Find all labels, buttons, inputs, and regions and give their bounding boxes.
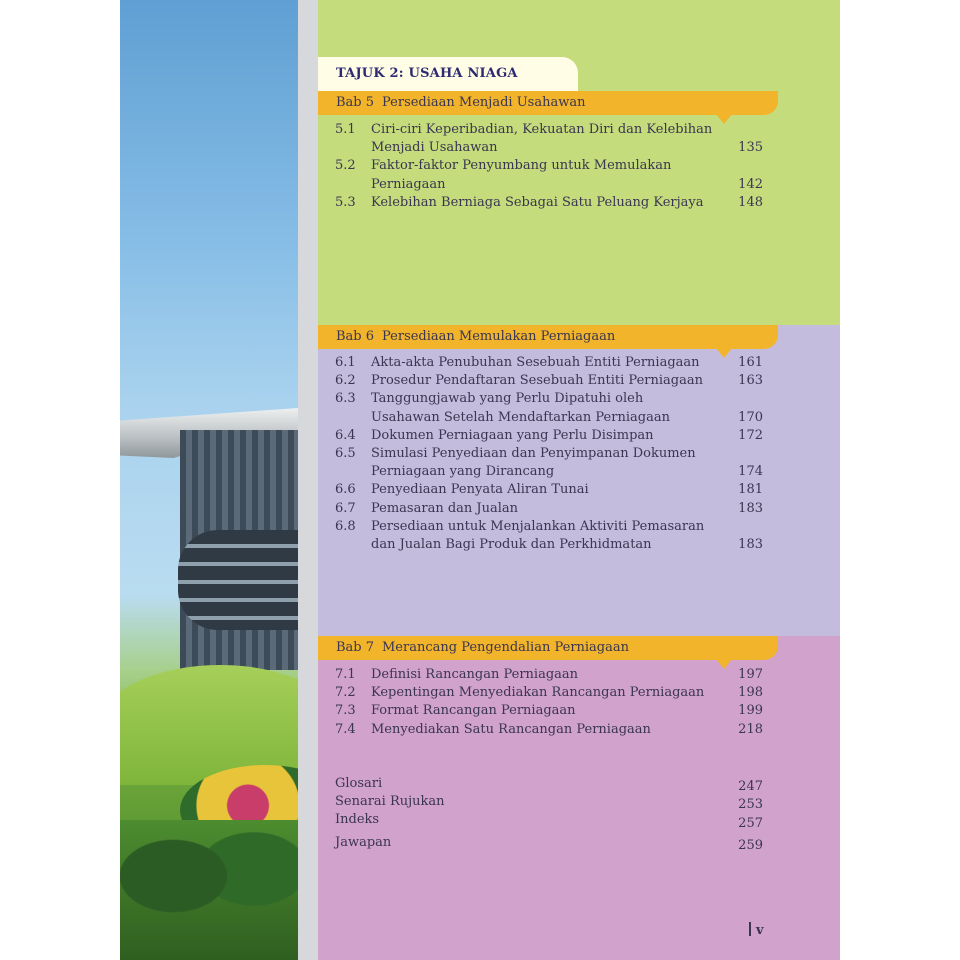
toc-title: Definisi Rancangan Perniagaan [371, 667, 579, 682]
toc-title: Ciri-ciri Keperibadian, Kekuatan Diri dan Kelebihan Menjadi Usahawan [371, 122, 713, 156]
toc-page: 181 [738, 482, 763, 498]
toc-page: 183 [738, 500, 763, 516]
toc-page: 148 [738, 194, 763, 210]
toc-entry[interactable] [335, 157, 765, 193]
toc-page: 170 [738, 409, 763, 425]
toc-title: Faktor-faktor Penyumbang untuk Memulakan Perniagaan [371, 158, 672, 192]
chapter-number: Bab 7 [336, 640, 375, 655]
toc-page: 198 [738, 685, 763, 701]
toc-entry[interactable] [335, 518, 765, 554]
toc-title: Prosedur Pendaftaran Sesebuah Entiti Perniagaan [371, 373, 703, 389]
toc-title: Simulasi Penyediaan dan Penyimpanan Dokumen Perniagaan yang Dirancang [371, 446, 696, 480]
toc-entry[interactable] [335, 427, 765, 445]
topic-heading: TAJUK 2: USAHA NIAGA [318, 57, 578, 91]
toc-page: 161 [738, 355, 763, 370]
toc-entry[interactable] [335, 445, 765, 481]
chapter-header-5 [318, 91, 778, 115]
toc-number: 6.4 [335, 427, 356, 443]
toc-number: 6.5 [335, 446, 356, 462]
palm-trees [120, 820, 298, 960]
toc-title: Glosari [335, 776, 383, 791]
toc-number: 6.8 [335, 518, 356, 534]
page-gutter [298, 0, 318, 960]
chapter-number: Bab 5 [336, 95, 375, 110]
toc-title: Menyediakan Satu Rancangan Perniagaan [371, 721, 651, 737]
toc-number: 6.1 [335, 355, 356, 370]
toc-page: 172 [738, 427, 763, 443]
chapter-title: Persediaan Menjadi Usahawan [382, 95, 586, 110]
chapter-header-7 [318, 636, 778, 660]
toc-number: 6.7 [335, 500, 356, 516]
toc-list-bab-6 [335, 354, 765, 554]
toc-list-bab-7 [335, 666, 765, 739]
toc-title: Kelebihan Berniaga Sebagai Satu Peluang Kerjaya [371, 194, 704, 210]
toc-entry[interactable] [335, 684, 765, 702]
toc-entry[interactable] [335, 500, 765, 518]
toc-page: 163 [738, 373, 763, 389]
toc-page: 247 [738, 779, 763, 795]
toc-page: 253 [738, 797, 763, 813]
toc-entry[interactable] [335, 121, 765, 157]
toc-entry[interactable] [335, 481, 765, 499]
toc-number: 6.3 [335, 391, 356, 407]
toc-entry[interactable] [335, 666, 765, 684]
toc-page: 183 [738, 537, 763, 553]
toc-page: 257 [738, 815, 763, 831]
toc-title: Persediaan untuk Menjalankan Aktiviti Pemasaran dan Jualan Bagi Produk dan Perkhidmatan [371, 518, 705, 553]
toc-number: 7.4 [335, 721, 356, 737]
toc-number: 5.3 [335, 194, 356, 210]
toc-title: Jawapan [335, 834, 392, 850]
chapter-title: Persediaan Memulakan Perniagaan [382, 329, 616, 344]
page-number-text: v [756, 923, 764, 938]
chapter-number: Bab 6 [336, 329, 375, 344]
toc-number: 6.6 [335, 482, 356, 498]
toc-number: 5.1 [335, 122, 356, 137]
toc-entry[interactable] [335, 194, 765, 212]
back-matter-list [335, 776, 765, 853]
toc-title: Senarai Rujukan [335, 794, 445, 810]
chapter-header-6 [318, 325, 778, 349]
toc-number: 7.2 [335, 685, 356, 701]
back-matter-entry[interactable] [335, 776, 765, 794]
toc-page: 135 [738, 140, 763, 156]
toc-entry[interactable] [335, 390, 765, 426]
toc-page: 218 [738, 721, 763, 737]
toc-entry[interactable] [335, 721, 765, 739]
back-matter-entry[interactable] [335, 835, 765, 853]
back-matter-entry[interactable] [335, 794, 765, 812]
toc-entry[interactable] [335, 702, 765, 720]
toc-page: 259 [738, 837, 763, 853]
back-matter-entry[interactable] [335, 812, 765, 830]
page-number-rule [749, 922, 751, 936]
toc-title: Tanggungjawab yang Perlu Dipatuhi oleh Usahawan Setelah Mendaftarkan Perniagaan [371, 391, 670, 425]
toc-number: 7.1 [335, 667, 356, 682]
cover-photo [120, 0, 298, 960]
building-balcony [178, 530, 298, 630]
toc-title: Kepentingan Menyediakan Rancangan Perniagaan [371, 685, 705, 701]
toc-page: 199 [738, 703, 763, 719]
toc-title: Indeks [335, 812, 380, 828]
chapter-title: Merancang Pengendalian Perniagaan [382, 640, 630, 655]
toc-number: 7.3 [335, 703, 356, 719]
toc-title: Penyediaan Penyata Aliran Tunai [371, 482, 589, 498]
toc-entry[interactable] [335, 372, 765, 390]
toc-page: 142 [738, 176, 763, 192]
toc-title: Format Rancangan Perniagaan [371, 703, 576, 719]
toc-title: Akta-akta Penubuhan Sesebuah Entiti Perniagaan [371, 355, 700, 370]
toc-entry[interactable] [335, 354, 765, 372]
toc-page: 174 [738, 464, 763, 480]
page-number [749, 922, 764, 938]
toc-number: 5.2 [335, 158, 356, 174]
toc-title: Pemasaran dan Jualan [371, 500, 519, 516]
toc-number: 6.2 [335, 373, 356, 389]
toc-list-bab-5 [335, 121, 765, 212]
toc-page: 197 [738, 667, 763, 682]
toc-title: Dokumen Perniagaan yang Perlu Disimpan [371, 427, 654, 443]
